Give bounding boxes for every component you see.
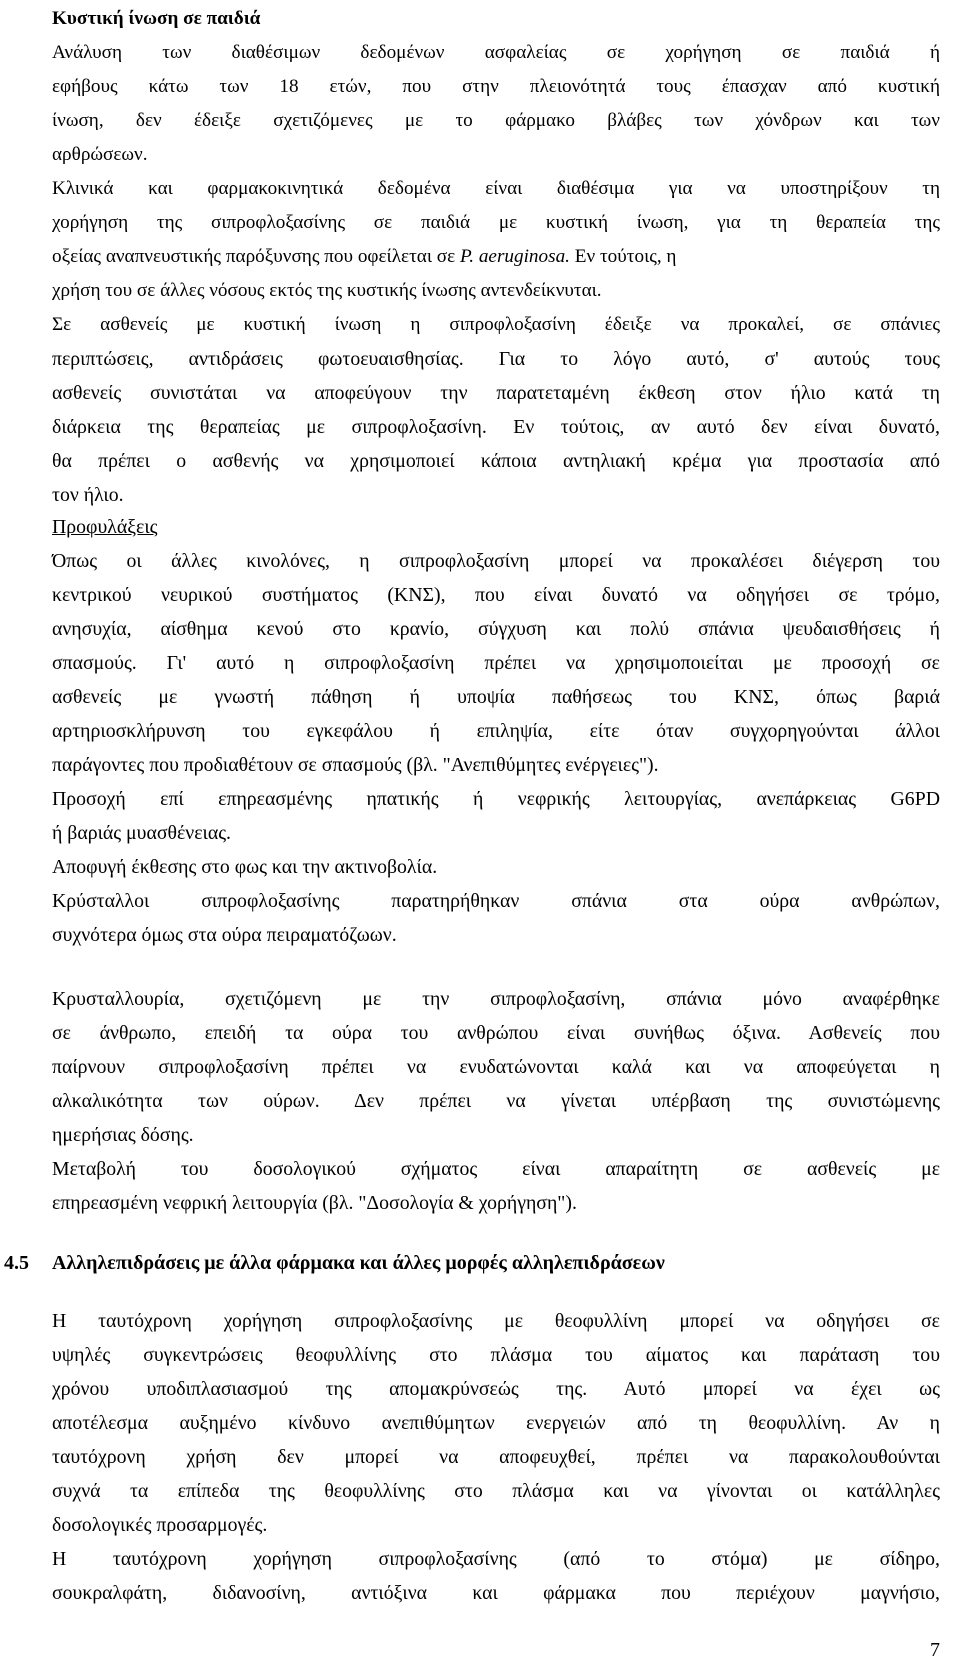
- paragraph-line: χορήγηση της σιπροφλοξασίνης σε παιδιά με κυστική ίνωση, για τη θεραπεία της: [52, 212, 940, 233]
- paragraph-line: Η ταυτόχρονη χορήγηση σιπροφλοξασίνης (από το στόμα) με σίδηρο,: [52, 1548, 940, 1570]
- paragraph-line: Αποφυγή έκθεσης στο φως και την ακτινοβολία.: [52, 856, 438, 878]
- paragraph-line: Η ταυτόχρονη χορήγηση σιπροφλοξασίνης με θεοφυλλίνη μπορεί να οδηγήσει σε: [52, 1310, 940, 1332]
- paragraph-line: συχνότερα όμως στα ούρα πειραματόζωων.: [52, 924, 397, 946]
- paragraph-line: ημερήσιας δόσης.: [52, 1124, 194, 1146]
- paragraph-line: διάρκεια της θεραπείας με σιπροφλοξασίνη. Εν τούτοις, αν αυτό δεν είναι δυνατό,: [52, 416, 940, 438]
- paragraph-line: δοσολογικές προσαρμογές.: [52, 1514, 268, 1536]
- cystic-fibrosis-heading: Κυστική ίνωση σε παιδιά: [52, 8, 261, 29]
- paragraph-line: ίνωση, δεν έδειξε σχετιζόμενες με το φάρμακο βλάβες των χόνδρων και των: [52, 110, 940, 131]
- paragraph-line: Κρυσταλλουρία, σχετιζόμενη με την σιπροφλοξασίνη, σπάνια μόνο αναφέρθηκε: [52, 988, 940, 1010]
- paragraph-line: χρήση του σε άλλες νόσους εκτός της κυστικής ίνωσης αντενδείκνυται.: [52, 280, 602, 301]
- paragraph-line: ανησυχία, αίσθημα κενού στο κρανίο, σύγχυση και πολύ σπάνια ψευδαισθήσεις ή: [52, 618, 940, 640]
- paragraph-line: Κλινικά και φαρμακοκινητικά δεδομένα είναι διαθέσιμα για να υποστηρίξουν τη: [52, 178, 940, 199]
- section-title: Αλληλεπιδράσεις με άλλα φάρμακα και άλλες μορφές αλληλεπιδράσεων: [52, 1252, 665, 1274]
- paragraph-line: Ανάλυση των διαθέσιμων δεδομένων ασφαλείας σε χορήγηση σε παιδιά ή: [52, 42, 940, 63]
- precautions-section: [52, 510, 940, 884]
- paragraph-line: αρθρώσεων.: [52, 144, 148, 165]
- paragraph-line-mixed: [52, 240, 940, 274]
- paragraph-line: ταυτόχρονη χρήση δεν μπορεί να αποφευχθεί, πρέπει να παρακολουθούνται: [52, 1446, 940, 1468]
- page-number: 7: [930, 1639, 940, 1661]
- paragraph-line: τον ήλιο.: [52, 484, 124, 506]
- paragraph-line: συχνά τα επίπεδα της θεοφυλλίνης στο πλάσμα και να γίνονται οι κατάλληλες: [52, 1480, 940, 1502]
- paragraph-line: παράγοντες που προδιαθέτουν σε σπασμούς (βλ. "Ανεπιθύμητες ενέργειες").: [52, 754, 659, 776]
- paragraph-line: ή βαριάς μυασθένειας.: [52, 822, 231, 844]
- organism-name: P. aeruginosa.: [460, 246, 570, 267]
- section-number: 4.5: [4, 1252, 29, 1274]
- paragraph-line: ασθενείς με γνωστή πάθηση ή υποψία παθήσεως του ΚΝΣ, όπως βαριά: [52, 686, 940, 708]
- paragraph-line: αποτέλεσμα αυξημένο κίνδυνο ανεπιθύμητων ενεργειών από τη θεοφυλλίνη. Αν η: [52, 1412, 940, 1434]
- paragraph-line: εφήβους κάτω των 18 ετών, που στην πλειονότητά τους έπασχαν από κυστική: [52, 76, 940, 97]
- paragraph-line: Προσοχή επί επηρεασμένης ηπατικής ή νεφρικής λειτουργίας, ανεπάρκειας G6PD: [52, 788, 940, 810]
- cystic-fibrosis-section: [52, 2, 940, 342]
- crystals-paragraph: [52, 884, 940, 952]
- crystalluria-paragraph: [52, 982, 940, 1220]
- paragraph-line: επηρεασμένη νεφρική λειτουργία (βλ. "Δοσολογία & χορήγηση").: [52, 1192, 577, 1214]
- paragraph-line: αρτηριοσκλήρυνση του εγκεφάλου ή επιληψία, είτε όταν συγχορηγούνται άλλοι: [52, 720, 940, 742]
- line-text: οξείας αναπνευστικής παρόξυνσης που οφείλεται σε: [52, 246, 456, 267]
- line-text: Εν τούτοις, η: [574, 246, 677, 267]
- paragraph-line: περιπτώσεις, αντιδράσεις φωτοευαισθησίας. Για το λόγο αυτό, σ' αυτούς τους: [52, 348, 940, 370]
- precautions-heading: Προφυλάξεις: [52, 516, 158, 538]
- paragraph-line: υψηλές συγκεντρώσεις θεοφυλλίνης στο πλάσμα του αίματος και παράταση του: [52, 1344, 940, 1366]
- paragraph-line: κεντρικού νευρικού συστήματος (ΚΝΣ), που είναι δυνατό να οδηγήσει σε τρόμο,: [52, 584, 940, 606]
- paragraph-line: σε άνθρωπο, επειδή τα ούρα του ανθρώπου είναι συνήθως όξινα. Ασθενείς που: [52, 1022, 940, 1044]
- paragraph-line: αλκαλικότητα των ούρων. Δεν πρέπει να γίνεται υπέρβαση της συνιστώμενης: [52, 1090, 940, 1112]
- paragraph-line: θα πρέπει ο ασθενής να χρησιμοποιεί κάποια αντηλιακή κρέμα για προστασία από: [52, 450, 940, 472]
- paragraph-line: χρόνου υποδιπλασιασμού της απομακρύνσεώς της. Αυτό μπορεί να έχει ως: [52, 1378, 940, 1400]
- paragraph-line: σουκραλφάτη, διδανοσίνη, αντιόξινα και φάρμακα που περιέχουν μαγνήσιο,: [52, 1582, 940, 1604]
- paragraph-line: Σε ασθενείς με κυστική ίνωση η σιπροφλοξασίνη έδειξε να προκαλεί, σε σπάνιες: [52, 314, 940, 335]
- paragraph-line: ασθενείς συνιστάται να αποφεύγουν την παρατεταμένη έκθεση στον ήλιο κατά τη: [52, 382, 940, 404]
- paragraph-line: Κρύσταλλοι σιπροφλοξασίνης παρατηρήθηκαν σπάνια στα ούρα ανθρώπων,: [52, 890, 940, 912]
- interactions-paragraph: [52, 1304, 940, 1610]
- paragraph-line: σπασμούς. Γι' αυτό η σιπροφλοξασίνη πρέπει να χρησιμοποιείται με προσοχή σε: [52, 652, 940, 674]
- paragraph-line: Μεταβολή του δοσολογικού σχήματος είναι απαραίτητη σε ασθενείς με: [52, 1158, 940, 1180]
- paragraph-line: παίρνουν σιπροφλοξασίνη πρέπει να ενυδατώνονται καλά και να αποφεύγεται η: [52, 1056, 940, 1078]
- paragraph-line: Όπως οι άλλες κινολόνες, η σιπροφλοξασίνη μπορεί να προκαλέσει διέγερση του: [52, 550, 940, 572]
- photosensitivity-paragraph: [52, 342, 940, 512]
